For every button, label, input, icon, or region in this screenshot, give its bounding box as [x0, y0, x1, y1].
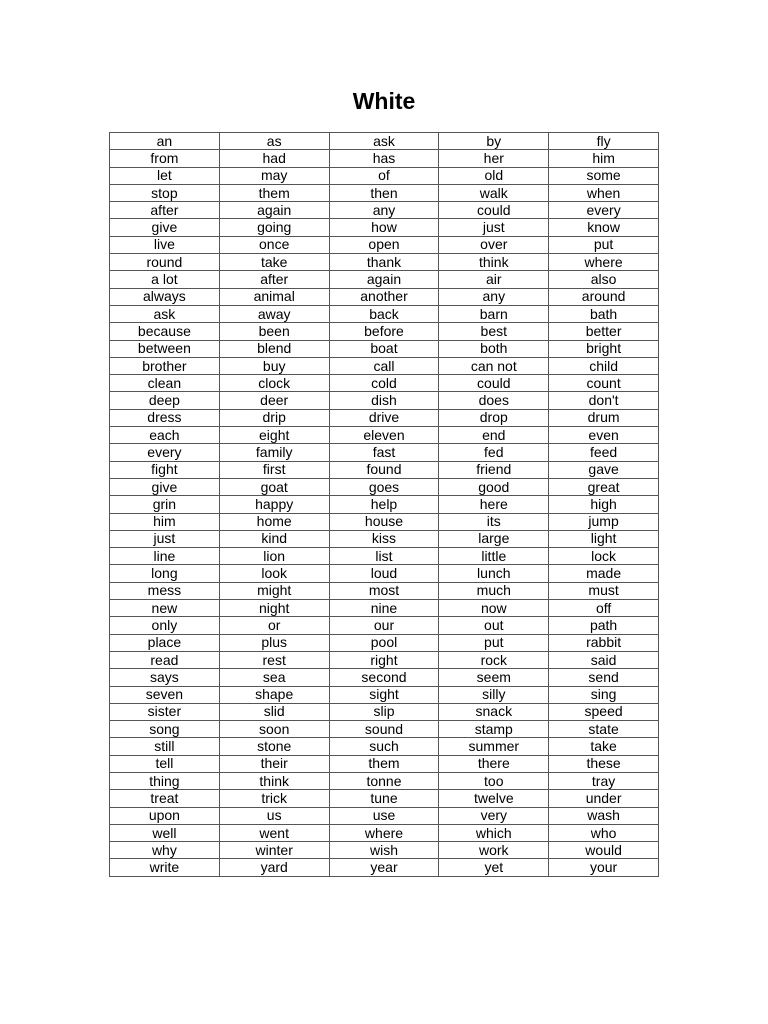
- word-cell: open: [329, 236, 439, 253]
- word-cell: sing: [549, 686, 659, 703]
- word-cell: gave: [549, 461, 659, 478]
- word-cell: or: [219, 617, 329, 634]
- word-cell: put: [549, 236, 659, 253]
- word-cell: light: [549, 530, 659, 547]
- word-table: [109, 132, 659, 877]
- word-cell: kind: [219, 530, 329, 547]
- word-cell: grin: [110, 496, 220, 513]
- word-cell: can not: [439, 357, 549, 374]
- word-cell: stone: [219, 738, 329, 755]
- word-cell: good: [439, 478, 549, 495]
- word-cell: well: [110, 824, 220, 841]
- word-cell: barn: [439, 305, 549, 322]
- word-cell: summer: [439, 738, 549, 755]
- word-cell: tonne: [329, 772, 439, 789]
- word-cell: high: [549, 496, 659, 513]
- word-cell: speed: [549, 703, 659, 720]
- word-cell: rock: [439, 651, 549, 668]
- word-cell: sight: [329, 686, 439, 703]
- word-cell: after: [219, 271, 329, 288]
- word-cell: look: [219, 565, 329, 582]
- word-cell: fight: [110, 461, 220, 478]
- word-cell: away: [219, 305, 329, 322]
- table-row: [110, 565, 659, 582]
- word-cell: these: [549, 755, 659, 772]
- table-row: [110, 721, 659, 738]
- word-cell: over: [439, 236, 549, 253]
- word-cell: thank: [329, 254, 439, 271]
- table-row: [110, 634, 659, 651]
- word-cell: found: [329, 461, 439, 478]
- word-cell: our: [329, 617, 439, 634]
- word-cell: there: [439, 755, 549, 772]
- word-cell: just: [110, 530, 220, 547]
- word-cell: much: [439, 582, 549, 599]
- word-cell: home: [219, 513, 329, 530]
- word-cell: don't: [549, 392, 659, 409]
- word-cell: drop: [439, 409, 549, 426]
- word-cell: better: [549, 323, 659, 340]
- table-row: [110, 375, 659, 392]
- word-cell: work: [439, 842, 549, 859]
- word-cell: then: [329, 184, 439, 201]
- word-cell: which: [439, 824, 549, 841]
- word-cell: path: [549, 617, 659, 634]
- word-cell: made: [549, 565, 659, 582]
- word-cell: fly: [549, 133, 659, 150]
- word-cell: loud: [329, 565, 439, 582]
- word-cell: had: [219, 150, 329, 167]
- word-cell: going: [219, 219, 329, 236]
- word-cell: slid: [219, 703, 329, 720]
- word-cell: would: [549, 842, 659, 859]
- word-cell: them: [329, 755, 439, 772]
- table-row: [110, 357, 659, 374]
- word-cell: let: [110, 167, 220, 184]
- table-row: [110, 790, 659, 807]
- word-cell: off: [549, 600, 659, 617]
- word-cell: pool: [329, 634, 439, 651]
- word-cell: silly: [439, 686, 549, 703]
- word-cell: could: [439, 375, 549, 392]
- word-cell: lion: [219, 548, 329, 565]
- table-row: [110, 409, 659, 426]
- word-cell: goes: [329, 478, 439, 495]
- word-cell: also: [549, 271, 659, 288]
- word-cell: list: [329, 548, 439, 565]
- word-cell: wash: [549, 807, 659, 824]
- word-cell: buy: [219, 357, 329, 374]
- word-cell: out: [439, 617, 549, 634]
- word-cell: snack: [439, 703, 549, 720]
- table-row: [110, 669, 659, 686]
- word-cell: mess: [110, 582, 220, 599]
- word-cell: year: [329, 859, 439, 876]
- word-cell: always: [110, 288, 220, 305]
- table-row: [110, 824, 659, 841]
- word-cell: second: [329, 669, 439, 686]
- word-cell: them: [219, 184, 329, 201]
- word-cell: every: [110, 444, 220, 461]
- table-row: [110, 305, 659, 322]
- word-cell: him: [110, 513, 220, 530]
- word-cell: some: [549, 167, 659, 184]
- word-cell: might: [219, 582, 329, 599]
- word-cell: by: [439, 133, 549, 150]
- word-cell: call: [329, 357, 439, 374]
- word-cell: little: [439, 548, 549, 565]
- word-cell: seven: [110, 686, 220, 703]
- word-cell: plus: [219, 634, 329, 651]
- word-cell: only: [110, 617, 220, 634]
- word-cell: twelve: [439, 790, 549, 807]
- word-cell: another: [329, 288, 439, 305]
- word-cell: seem: [439, 669, 549, 686]
- table-row: [110, 236, 659, 253]
- word-cell: lunch: [439, 565, 549, 582]
- word-cell: upon: [110, 807, 220, 824]
- word-cell: went: [219, 824, 329, 841]
- word-cell: before: [329, 323, 439, 340]
- word-cell: every: [549, 202, 659, 219]
- word-cell: rest: [219, 651, 329, 668]
- table-row: [110, 271, 659, 288]
- word-cell: clock: [219, 375, 329, 392]
- word-cell: too: [439, 772, 549, 789]
- word-cell: long: [110, 565, 220, 582]
- table-row: [110, 842, 659, 859]
- word-cell: here: [439, 496, 549, 513]
- word-cell: bath: [549, 305, 659, 322]
- word-cell: him: [549, 150, 659, 167]
- word-cell: tray: [549, 772, 659, 789]
- word-cell: us: [219, 807, 329, 824]
- word-cell: help: [329, 496, 439, 513]
- word-cell: under: [549, 790, 659, 807]
- table-row: [110, 392, 659, 409]
- word-cell: deer: [219, 392, 329, 409]
- word-cell: new: [110, 600, 220, 617]
- word-cell: soon: [219, 721, 329, 738]
- word-cell: house: [329, 513, 439, 530]
- word-cell: happy: [219, 496, 329, 513]
- word-cell: very: [439, 807, 549, 824]
- word-cell: send: [549, 669, 659, 686]
- table-row: [110, 807, 659, 824]
- word-cell: give: [110, 219, 220, 236]
- word-cell: ask: [110, 305, 220, 322]
- word-cell: of: [329, 167, 439, 184]
- word-cell: place: [110, 634, 220, 651]
- word-cell: winter: [219, 842, 329, 859]
- word-cell: most: [329, 582, 439, 599]
- word-cell: just: [439, 219, 549, 236]
- word-cell: bright: [549, 340, 659, 357]
- word-cell: think: [219, 772, 329, 789]
- word-cell: clean: [110, 375, 220, 392]
- word-cell: when: [549, 184, 659, 201]
- word-cell: deep: [110, 392, 220, 409]
- table-row: [110, 686, 659, 703]
- word-cell: around: [549, 288, 659, 305]
- word-cell: has: [329, 150, 439, 167]
- word-cell: first: [219, 461, 329, 478]
- word-cell: kiss: [329, 530, 439, 547]
- word-cell: think: [439, 254, 549, 271]
- word-cell: why: [110, 842, 220, 859]
- word-cell: still: [110, 738, 220, 755]
- word-cell: lock: [549, 548, 659, 565]
- word-cell: such: [329, 738, 439, 755]
- word-cell: boat: [329, 340, 439, 357]
- word-cell: take: [219, 254, 329, 271]
- word-cell: does: [439, 392, 549, 409]
- word-cell: must: [549, 582, 659, 599]
- word-cell: who: [549, 824, 659, 841]
- word-cell: where: [549, 254, 659, 271]
- table-row: [110, 184, 659, 201]
- table-row: [110, 703, 659, 720]
- word-cell: fast: [329, 444, 439, 461]
- word-cell: yard: [219, 859, 329, 876]
- word-cell: again: [219, 202, 329, 219]
- page-title: White: [352, 88, 416, 114]
- word-cell: animal: [219, 288, 329, 305]
- word-cell: song: [110, 721, 220, 738]
- word-cell: yet: [439, 859, 549, 876]
- word-cell: treat: [110, 790, 220, 807]
- word-cell: an: [110, 133, 220, 150]
- word-cell: says: [110, 669, 220, 686]
- word-cell: goat: [219, 478, 329, 495]
- word-cell: family: [219, 444, 329, 461]
- word-cell: any: [329, 202, 439, 219]
- word-cell: because: [110, 323, 220, 340]
- word-cell: their: [219, 755, 329, 772]
- word-cell: how: [329, 219, 439, 236]
- table-row: [110, 548, 659, 565]
- table-row: [110, 133, 659, 150]
- table-row: [110, 755, 659, 772]
- word-cell: take: [549, 738, 659, 755]
- word-cell: right: [329, 651, 439, 668]
- table-row: [110, 461, 659, 478]
- word-cell: drive: [329, 409, 439, 426]
- table-row: [110, 530, 659, 547]
- word-cell: give: [110, 478, 220, 495]
- word-cell: blend: [219, 340, 329, 357]
- word-cell: back: [329, 305, 439, 322]
- table-row: [110, 600, 659, 617]
- word-cell: write: [110, 859, 220, 876]
- word-cell: each: [110, 427, 220, 444]
- word-cell: may: [219, 167, 329, 184]
- word-cell: from: [110, 150, 220, 167]
- word-cell: trick: [219, 790, 329, 807]
- word-cell: dish: [329, 392, 439, 409]
- word-cell: both: [439, 340, 549, 357]
- table-row: [110, 167, 659, 184]
- word-cell: brother: [110, 357, 220, 374]
- word-cell: know: [549, 219, 659, 236]
- word-cell: read: [110, 651, 220, 668]
- table-row: [110, 288, 659, 305]
- word-cell: large: [439, 530, 549, 547]
- word-cell: child: [549, 357, 659, 374]
- word-cell: cold: [329, 375, 439, 392]
- word-cell: said: [549, 651, 659, 668]
- word-table-body: [110, 133, 659, 877]
- word-cell: tune: [329, 790, 439, 807]
- word-cell: round: [110, 254, 220, 271]
- word-cell: any: [439, 288, 549, 305]
- table-row: [110, 202, 659, 219]
- word-cell: could: [439, 202, 549, 219]
- word-cell: air: [439, 271, 549, 288]
- word-cell: night: [219, 600, 329, 617]
- word-cell: dress: [110, 409, 220, 426]
- word-cell: again: [329, 271, 439, 288]
- word-cell: friend: [439, 461, 549, 478]
- word-cell: ask: [329, 133, 439, 150]
- word-cell: wish: [329, 842, 439, 859]
- word-cell: best: [439, 323, 549, 340]
- word-cell: rabbit: [549, 634, 659, 651]
- word-cell: once: [219, 236, 329, 253]
- table-row: [110, 427, 659, 444]
- word-cell: a lot: [110, 271, 220, 288]
- word-cell: even: [549, 427, 659, 444]
- word-cell: drip: [219, 409, 329, 426]
- table-row: [110, 772, 659, 789]
- table-row: [110, 478, 659, 495]
- word-cell: as: [219, 133, 329, 150]
- word-cell: her: [439, 150, 549, 167]
- word-cell: slip: [329, 703, 439, 720]
- word-cell: sound: [329, 721, 439, 738]
- word-cell: your: [549, 859, 659, 876]
- word-cell: count: [549, 375, 659, 392]
- word-cell: use: [329, 807, 439, 824]
- table-row: [110, 150, 659, 167]
- word-cell: fed: [439, 444, 549, 461]
- word-cell: sea: [219, 669, 329, 686]
- word-cell: between: [110, 340, 220, 357]
- word-cell: stop: [110, 184, 220, 201]
- table-row: [110, 254, 659, 271]
- table-row: [110, 617, 659, 634]
- word-cell: eight: [219, 427, 329, 444]
- table-row: [110, 340, 659, 357]
- table-row: [110, 651, 659, 668]
- table-row: [110, 738, 659, 755]
- table-row: [110, 444, 659, 461]
- word-cell: shape: [219, 686, 329, 703]
- word-cell: live: [110, 236, 220, 253]
- table-row: [110, 496, 659, 513]
- word-cell: old: [439, 167, 549, 184]
- word-cell: jump: [549, 513, 659, 530]
- word-cell: thing: [110, 772, 220, 789]
- word-cell: tell: [110, 755, 220, 772]
- word-cell: great: [549, 478, 659, 495]
- word-cell: now: [439, 600, 549, 617]
- table-row: [110, 513, 659, 530]
- word-cell: feed: [549, 444, 659, 461]
- word-cell: put: [439, 634, 549, 651]
- word-cell: state: [549, 721, 659, 738]
- table-row: [110, 859, 659, 876]
- word-cell: end: [439, 427, 549, 444]
- word-cell: walk: [439, 184, 549, 201]
- table-row: [110, 323, 659, 340]
- word-cell: drum: [549, 409, 659, 426]
- word-cell: its: [439, 513, 549, 530]
- table-row: [110, 582, 659, 599]
- word-cell: nine: [329, 600, 439, 617]
- word-cell: sister: [110, 703, 220, 720]
- table-row: [110, 219, 659, 236]
- word-cell: eleven: [329, 427, 439, 444]
- word-cell: where: [329, 824, 439, 841]
- word-cell: line: [110, 548, 220, 565]
- word-cell: after: [110, 202, 220, 219]
- word-cell: been: [219, 323, 329, 340]
- word-cell: stamp: [439, 721, 549, 738]
